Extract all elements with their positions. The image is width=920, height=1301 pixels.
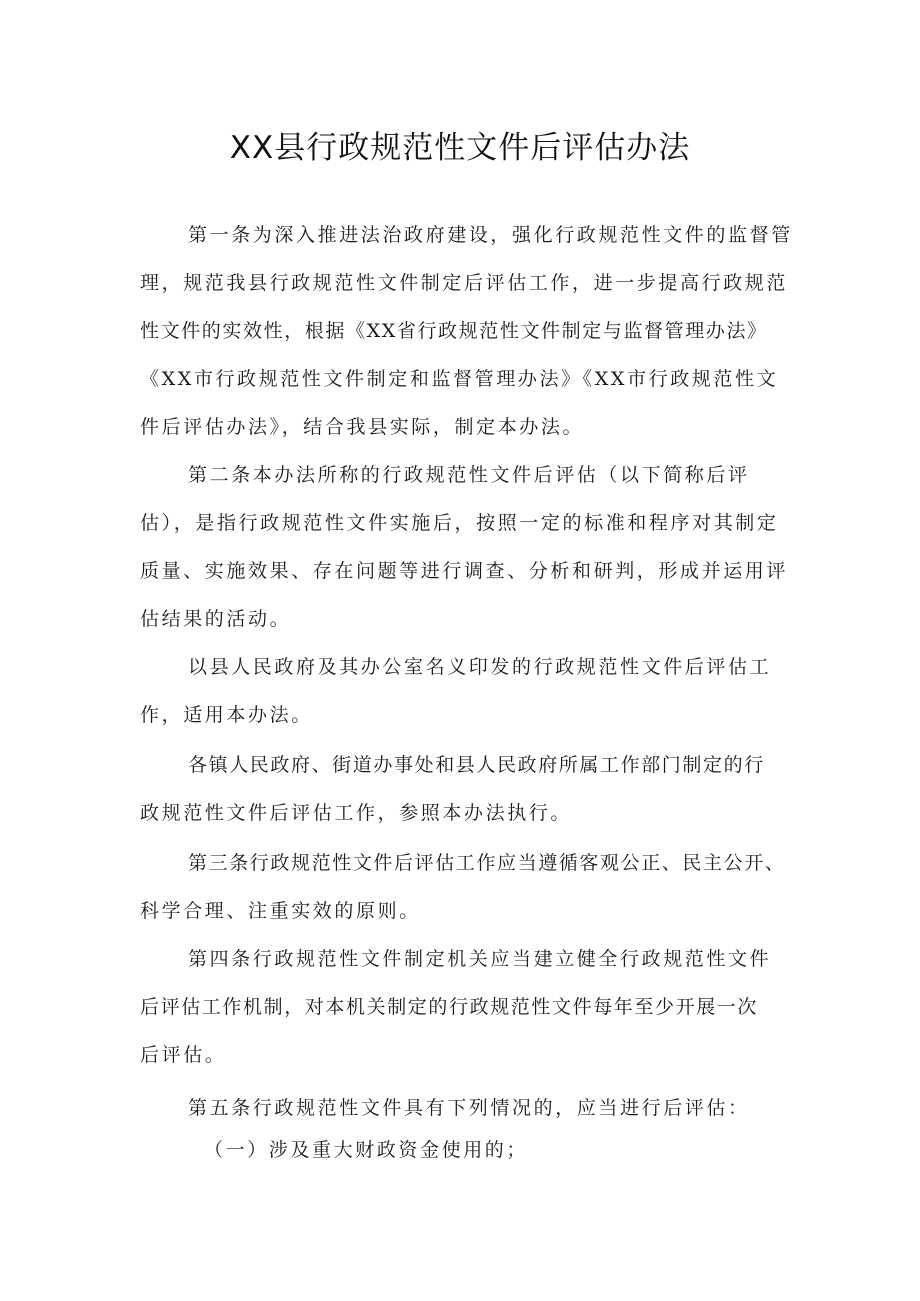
article-4-line-3: 后评估。	[140, 1044, 227, 1066]
article-1-line-2: 理，规范我县行政规范性文件制定后评估工作，进一步提高行政规范	[140, 272, 789, 294]
article-3-line-1: 第三条行政规范性文件后评估工作应当遵循客观公正、民主公开、	[188, 852, 786, 874]
article-5-item-1: （一）涉及重大财政资金使用的；	[204, 1139, 529, 1161]
article-4-line-2: 后评估工作机制，对本机关制定的行政规范性文件每年至少开展一次	[140, 996, 759, 1018]
scope-paragraph-line-1: 以县人民政府及其办公室名义印发的行政规范性文件后评估工	[188, 656, 772, 678]
article-2-line-2: 估），是指行政规范性文件实施后，按照一定的标准和程序对其制定	[140, 512, 779, 534]
article-1-line-5: 件后评估办法》，结合我县实际，制定本办法。	[140, 416, 585, 438]
article-2-line-4: 估结果的活动。	[140, 608, 292, 630]
article-2-line-1: 第二条本办法所称的行政规范性文件后评估（以下简称后评	[188, 464, 750, 486]
article-1-line-4: 《XX市行政规范性文件制定和监督管理办法》《XX市行政规范性文	[140, 368, 779, 390]
scope-paragraph-line-2: 作，适用本办法。	[140, 704, 313, 726]
article-1-line-3: 性文件的实效性，根据《XX省行政规范性文件制定与监督管理办法》	[140, 320, 768, 342]
reference-paragraph-line-1: 各镇人民政府、街道办事处和县人民政府所属工作部门制定的行	[188, 754, 765, 776]
article-1-line-1: 第一条为深入推进法治政府建设，强化行政规范性文件的监督管	[188, 224, 793, 246]
article-2-line-3: 质量、实施效果、存在问题等进行调查、分析和研判，形成并运用评	[140, 560, 789, 582]
document-title: XX县行政规范性文件后评估办法	[229, 130, 691, 166]
article-5-line-1: 第五条行政规范性文件具有下列情况的，应当进行后评估：	[188, 1097, 750, 1119]
reference-paragraph-line-2: 政规范性文件后评估工作，参照本办法执行。	[140, 802, 573, 824]
article-3-line-2: 科学合理、注重实效的原则。	[140, 900, 421, 922]
article-4-line-1: 第四条行政规范性文件制定机关应当建立健全行政规范性文件	[188, 948, 772, 970]
